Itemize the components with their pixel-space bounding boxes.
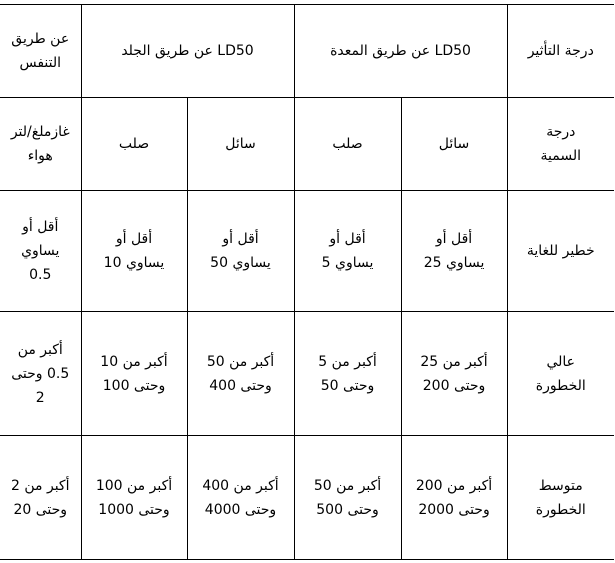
cell-stomach-solid (294, 191, 401, 312)
table-row (0, 436, 614, 560)
header-skin-liquid (187, 98, 294, 191)
cell-line: وحتى 400 (209, 377, 272, 394)
cell-skin-liquid (187, 312, 294, 436)
header-inhalation (0, 5, 81, 98)
header-ld50-stomach (294, 5, 507, 98)
skin-liquid-text: سائل (225, 136, 256, 152)
cell-stomach-liquid (401, 191, 507, 312)
header-row-2 (0, 98, 614, 191)
cell-line: أكبر من 400 (202, 477, 279, 494)
cell-row-label (507, 191, 614, 312)
cell-line: أقل أو (22, 219, 59, 235)
header-inhalation-line-1: عن طريق (11, 31, 70, 47)
header-ld50-skin-text: LD50 عن طريق الجلد (121, 43, 254, 59)
table-row (0, 312, 614, 436)
cell-skin-solid (81, 436, 187, 560)
cell-line: يساوي 10 (103, 255, 165, 271)
header-row-1 (0, 5, 614, 98)
cell-line: وحتى 4000 (204, 501, 277, 518)
skin-solid-text: صلب (118, 136, 150, 152)
cell-inhalation (0, 312, 81, 436)
inhalation-unit-line-2: هواء (27, 148, 53, 164)
stomach-solid-text: صلب (332, 136, 363, 152)
cell-skin-solid (81, 191, 187, 312)
cell-line: أكبر من 5 (318, 353, 377, 370)
cell-line: أكبر من 50 (206, 353, 275, 370)
cell-line: أقل أو (222, 231, 259, 247)
cell-line: وحتى 20 (13, 501, 68, 518)
cell-line: أقل أو (115, 231, 153, 247)
cell-line: أقل أو (435, 231, 473, 247)
stomach-liquid-text: سائل (438, 136, 470, 152)
cell-line: يساوي 50 (210, 255, 271, 271)
cell-row-label (507, 436, 614, 560)
cell-line: أقل أو (329, 231, 366, 247)
cell-line: وحتى 2000 (418, 501, 490, 518)
toxicity-table (0, 4, 614, 560)
header-stomach-liquid (401, 98, 507, 191)
cell-line: أكبر من 10 (100, 353, 168, 370)
header-ld50-skin (81, 5, 294, 98)
cell-skin-solid (81, 312, 187, 436)
cell-line: 0.5 (29, 267, 52, 283)
cell-skin-liquid (187, 191, 294, 312)
cell-line: يساوي 25 (423, 255, 485, 271)
cell-line: أكبر من 100 (95, 477, 173, 494)
header-skin-solid (81, 98, 187, 191)
cell-stomach-solid (294, 312, 401, 436)
toxicity-degree-line-1: درجة (546, 124, 576, 140)
cell-line: 2 (35, 389, 45, 406)
cell-stomach-solid (294, 436, 401, 560)
cell-line: عالي (546, 353, 576, 370)
cell-line: أكبر من 200 (415, 477, 493, 494)
cell-line: متوسط (538, 477, 583, 494)
header-effect-degree (507, 5, 614, 98)
cell-line: أكبر من 2 (11, 477, 70, 494)
header-inhalation-line-2: التنفس (19, 55, 62, 71)
cell-skin-liquid (187, 436, 294, 560)
table-row (0, 191, 614, 312)
header-effect-degree-text: درجة التأثير (527, 43, 594, 59)
cell-inhalation (0, 436, 81, 560)
header-toxicity-degree (507, 98, 614, 191)
cell-line: وحتى 1000 (98, 501, 170, 518)
cell-line: وحتى 200 (422, 377, 486, 394)
cell-line: وحتى 50 (320, 377, 375, 394)
cell-line: الخطورة (535, 501, 586, 518)
cell-stomach-liquid (401, 436, 507, 560)
inhalation-unit-line-1: غازملغ/لتر (10, 124, 70, 140)
header-stomach-solid (294, 98, 401, 191)
cell-stomach-liquid (401, 312, 507, 436)
cell-line: وحتى 500 (316, 501, 379, 518)
cell-line: خطير للغاية (526, 243, 595, 259)
cell-line: الخطورة (535, 377, 586, 394)
cell-line: أكبر من 25 (420, 353, 488, 370)
cell-inhalation (0, 191, 81, 312)
cell-line: يساوي 5 (321, 255, 374, 271)
cell-line: أكبر من (17, 341, 63, 358)
header-inhalation-unit (0, 98, 81, 191)
cell-row-label (507, 312, 614, 436)
cell-line: 0.5 وحتى (11, 365, 70, 382)
toxicity-degree-line-2: السمية (540, 148, 581, 164)
cell-line: يساوي (21, 243, 60, 259)
header-ld50-stomach-text: LD50 عن طريق المعدة (330, 43, 471, 59)
cell-line: وحتى 100 (102, 377, 166, 394)
cell-line: أكبر من 50 (313, 477, 382, 494)
